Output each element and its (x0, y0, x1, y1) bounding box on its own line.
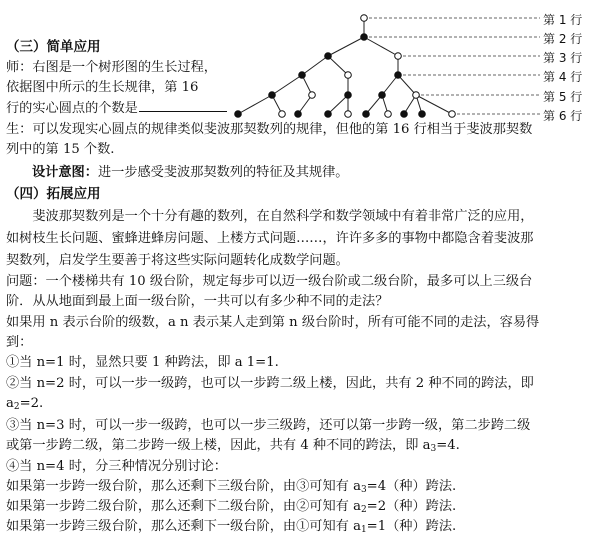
intro-line-2: 如树枝生长问题、蜜蜂进蜂房问题、上楼方式问题……，许许多多的事物中都隐含着斐波那 (6, 231, 534, 246)
solid-node (325, 111, 332, 118)
tree-edges (238, 18, 452, 114)
case-2-prefix: a (6, 396, 14, 411)
row-label-1: 第 1 行 (543, 13, 583, 27)
tree-edge (328, 56, 348, 75)
tree-edge (328, 95, 348, 114)
case-4-sub-2 (6, 497, 456, 516)
solid-node (361, 34, 368, 41)
tree-edge (398, 75, 416, 95)
solid-node (269, 92, 276, 99)
case-3-line-1: ③当 n=3 时，可以一步一级跨，也可以一步三级跨，还可以第一步跨一级，第二步跨二级 (6, 418, 531, 433)
problem-line-3: 如果用 n 表示台阶的级数，a n 表示某人走到第 n 级台阶时，所有可能不同的走法，容易得 (6, 315, 540, 330)
case-2-suffix: =2. (19, 396, 44, 411)
hollow-node (309, 92, 316, 99)
hollow-node (385, 111, 392, 118)
solid-node (325, 53, 332, 60)
hollow-node (279, 111, 286, 118)
solid-node (295, 111, 302, 118)
case-4-sub-2-suffix: =2（种）跨法. (366, 499, 457, 514)
solid-node (419, 111, 426, 118)
tree-nodes (235, 15, 456, 118)
solid-node (299, 72, 306, 79)
intro-line-3: 契数列，启发学生要善于将这些实际问题转化成数学问题。 (6, 253, 349, 268)
solid-node (363, 111, 370, 118)
design-intent-label: 设计意图： (32, 165, 98, 180)
case-3-line-2 (6, 436, 460, 455)
hollow-node (413, 92, 420, 99)
answer-blank (139, 98, 227, 112)
row-label-5: 第 5 行 (543, 90, 583, 104)
hollow-node (361, 15, 368, 22)
solid-node (235, 111, 242, 118)
tree-edge (302, 56, 328, 75)
case-4-sub-1-index: 3 (360, 485, 367, 495)
hollow-node (345, 111, 352, 118)
problem-line-1: 问题：一个楼梯共有 10 级台阶，规定每步可以迈一级台阶或二级台阶，最多可以上三级台 (6, 274, 533, 289)
tree-edge (238, 95, 272, 114)
section3-line-3 (6, 98, 227, 118)
question-text: 行的实心圆点的个数是 (6, 101, 138, 116)
case-4-sub-3-suffix: =1（种）跨法. (366, 519, 457, 534)
section3-line-2: 依据图中所示的生长规律，第 16 (6, 80, 199, 95)
case-4-sub-1-prefix: 如果第一步跨一级台阶，那么还剩下三级台阶，由③可知有 a (6, 479, 361, 494)
intro-line-1: 斐波那契数列是一个十分有趣的数列，在自然科学和数学领域中有着非常广泛的应用， (6, 209, 534, 224)
answer-line-2: 列中的第 15 个数. (6, 142, 115, 157)
row-label-2: 第 2 行 (543, 32, 583, 46)
section4-heading: （四）拓展应用 (6, 186, 101, 202)
case-4-intro: ④当 n=4 时，分三种情况分别讨论： (6, 459, 227, 474)
case-4-sub-1 (6, 477, 456, 496)
case-2-line-2 (6, 394, 43, 413)
case-2-sub: 2 (13, 402, 20, 412)
case-3-prefix: 或第一步跨二级，第二步跨一级上楼，因此，共有 4 种不同的跨法，即 a (6, 438, 431, 453)
row-label-4: 第 4 行 (543, 70, 583, 84)
tree-edge (272, 75, 302, 95)
tree-edge (328, 37, 364, 56)
solid-node (395, 72, 402, 79)
solid-node (379, 92, 386, 99)
case-4-sub-3 (6, 517, 456, 536)
design-intent (32, 163, 349, 182)
case-4-sub-1-suffix: =4（种）跨法. (366, 479, 457, 494)
row-label-3: 第 3 行 (543, 51, 583, 65)
case-2-line-1: ②当 n=2 时，可以一步一级跨，也可以一步跨二级上楼，因此，共有 2 种不同的跨法，即 (6, 376, 534, 391)
section3-line-1: 师：右图是一个树形图的生长过程， (6, 60, 217, 75)
section3-heading: （三）简单应用 (6, 39, 101, 55)
hollow-node (395, 53, 402, 60)
answer-line-1: 生：可以发现实心圆点的规律类似斐波那契数列的规律，但他的第 16 行相当于斐波那契数 (6, 122, 533, 137)
problem-line-2: 阶．从从地面到最上面一级台阶，一共可以有多少种不同的走法？ (6, 294, 389, 309)
hollow-node (449, 111, 456, 118)
case-4-sub-3-index: 1 (360, 525, 367, 535)
tree-edge (364, 37, 398, 56)
case-3-suffix: =4. (436, 438, 460, 453)
row-guide-lines (369, 18, 540, 114)
problem-line-4: 到： (6, 335, 33, 350)
hollow-node (345, 72, 352, 79)
case-1: ①当 n=1 时，显然只要 1 种跨法，即 a 1=1. (6, 355, 279, 370)
design-intent-text: 进一步感受斐波那契数列的特征及其规律。 (97, 165, 349, 180)
tree-edge (382, 75, 398, 95)
case-4-sub-2-prefix: 如果第一步跨二级台阶，那么还剩下二级台阶，由②可知有 a (6, 499, 361, 514)
case-4-sub-3-prefix: 如果第一步跨三级台阶，那么还剩下一级台阶，由①可知有 a (6, 519, 361, 534)
case-4-sub-2-index: 2 (360, 505, 367, 515)
solid-node (345, 92, 352, 99)
row-label-6: 第 6 行 (543, 109, 583, 123)
case-3-sub: 3 (430, 444, 437, 454)
solid-node (401, 111, 408, 118)
